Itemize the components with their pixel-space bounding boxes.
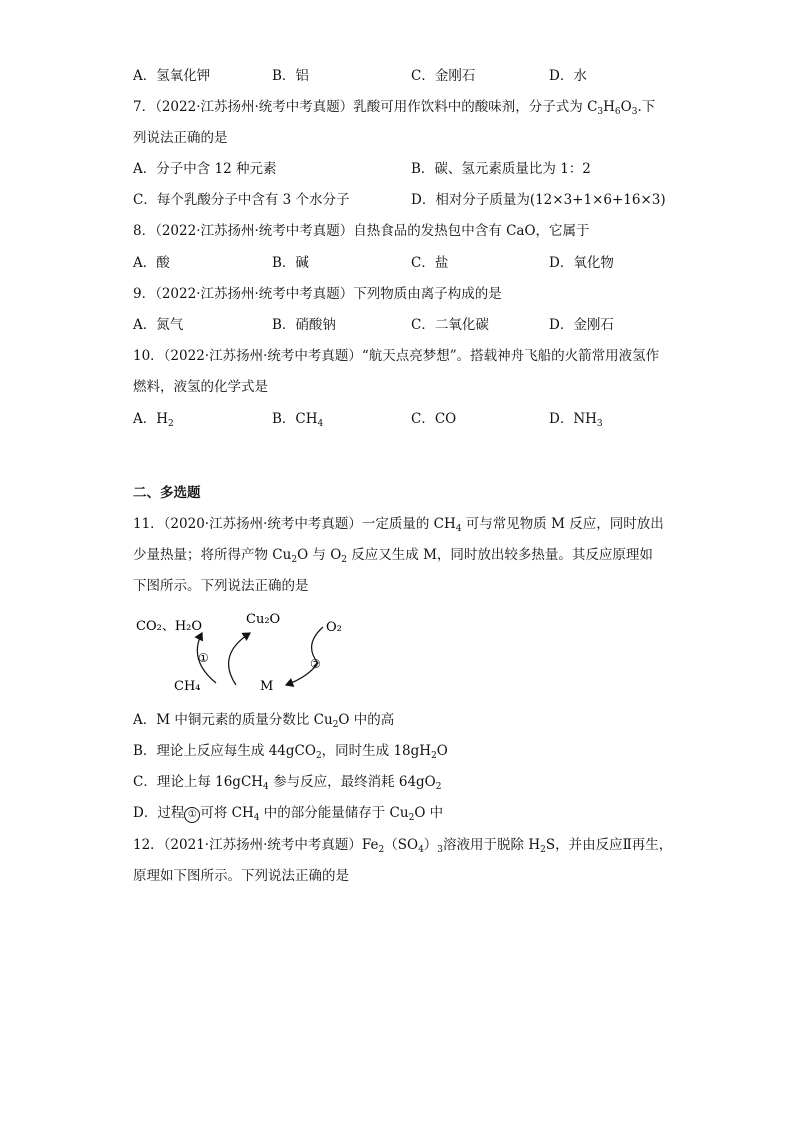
q10-option-c: C．CO bbox=[411, 411, 457, 427]
q12-stem-line2: 原理如下图所示。下列说法正确的是 bbox=[133, 868, 349, 884]
q10-option-b: B．$CH_4$ bbox=[272, 411, 324, 429]
q7-option-a: A．分子中含 12 种元素 bbox=[133, 161, 277, 177]
q11-option-b: B．理论上反应每生成 44gCO$_2$，同时生成 $18gH_2O$ bbox=[133, 743, 448, 761]
diagram-m-label: M bbox=[260, 679, 274, 694]
diagram-o2-label: O₂ bbox=[326, 620, 342, 635]
q11-option-d: D．过程 ① 可将 $CH_4$ 中的部分能量储存于 $Cu_2O$ 中 bbox=[133, 805, 444, 823]
q7-option-c: C．每个乳酸分子中含有 3 个水分子 bbox=[133, 192, 350, 208]
q7-stem-line2: 列说法正确的是 bbox=[133, 130, 228, 146]
q7-option-d: D．相对分子质量为(12×3+1×6+16×3) bbox=[411, 192, 666, 208]
diagram-step1-label: ① bbox=[198, 651, 209, 665]
q10-stem-line1: 10．（2022·江苏扬州·统考中考真题）“航天点亮梦想”。搭载神舟飞船的火箭常用液氢作 bbox=[133, 348, 660, 364]
q10-option-d: D．$NH_3$ bbox=[549, 411, 603, 429]
q12-stem-line1: 12．（2021·江苏扬州·统考中考真题）$Fe_2(SO_4)_3$溶液用于脱除 $H_2S$，并由反应Ⅱ再生， bbox=[133, 837, 673, 855]
diagram-arrow-step2 bbox=[286, 627, 323, 685]
diagram-step2-label: ② bbox=[310, 657, 321, 671]
q7-option-b: B．碳、氢元素质量比为 1：2 bbox=[411, 161, 591, 177]
q10-stem-line2: 燃料，液氢的化学式是 bbox=[133, 379, 268, 395]
q9-option-d: D．金刚石 bbox=[549, 317, 614, 333]
q9-stem: 9．（2022·江苏扬州·统考中考真题）下列物质由离子构成的是 bbox=[133, 286, 502, 302]
q11-option-a: A．M 中铜元素的质量分数比 $Cu_2O$ 中的高 bbox=[133, 712, 395, 730]
diagram-arrow-regenerate bbox=[229, 633, 250, 685]
section-heading-multiple-choice: 二、多选题 bbox=[133, 485, 201, 501]
q8-option-d: D．氧化物 bbox=[549, 255, 614, 271]
q11-reaction-diagram bbox=[128, 605, 358, 700]
q11-stem-line3: 下图所示。下列说法正确的是 bbox=[133, 578, 309, 594]
q6-option-a: A．氢氧化钾 bbox=[133, 68, 211, 84]
q9-option-b: B．硝酸钠 bbox=[272, 317, 336, 333]
q11-option-c: C．理论上每 16gCH$_4$ 参与反应，最终消耗 $64gO_2$ bbox=[133, 774, 442, 792]
q8-option-b: B．碱 bbox=[272, 255, 309, 271]
q6-option-c: C．金刚石 bbox=[411, 68, 476, 84]
q11-stem-line1: 11．（2020·江苏扬州·统考中考真题）一定质量的 $CH_4$ 可与常见物质 M 反应，同时放出 bbox=[133, 516, 664, 534]
q9-option-c: C．二氧化碳 bbox=[411, 317, 489, 333]
q6-option-b: B．铝 bbox=[272, 68, 309, 84]
q6-option-d: D．水 bbox=[549, 68, 587, 84]
q11-stem-line2: 少量热量；将所得产物 $Cu_2O$ 与 $O_2$ 反应又生成 M，同时放出较多热量。其反应原理如 bbox=[133, 547, 653, 565]
diagram-products-label: CO₂、H₂O bbox=[136, 619, 203, 634]
q8-option-c: C．盐 bbox=[411, 255, 449, 271]
q7-stem-line1: 7．（2022·江苏扬州·统考中考真题）乳酸可用作饮料中的酸味剂，分子式为 $C_3H_6O_3$.下 bbox=[133, 99, 656, 117]
q9-option-a: A．氮气 bbox=[133, 317, 184, 333]
diagram-ch4-label: CH₄ bbox=[174, 679, 201, 694]
diagram-cu2o-label: Cu₂O bbox=[246, 612, 281, 627]
q8-stem: 8．（2022·江苏扬州·统考中考真题）自热食品的发热包中含有 CaO，它属于 bbox=[133, 223, 590, 239]
q8-option-a: A．酸 bbox=[133, 255, 170, 271]
q10-option-a: A．$H_2$ bbox=[133, 411, 174, 429]
